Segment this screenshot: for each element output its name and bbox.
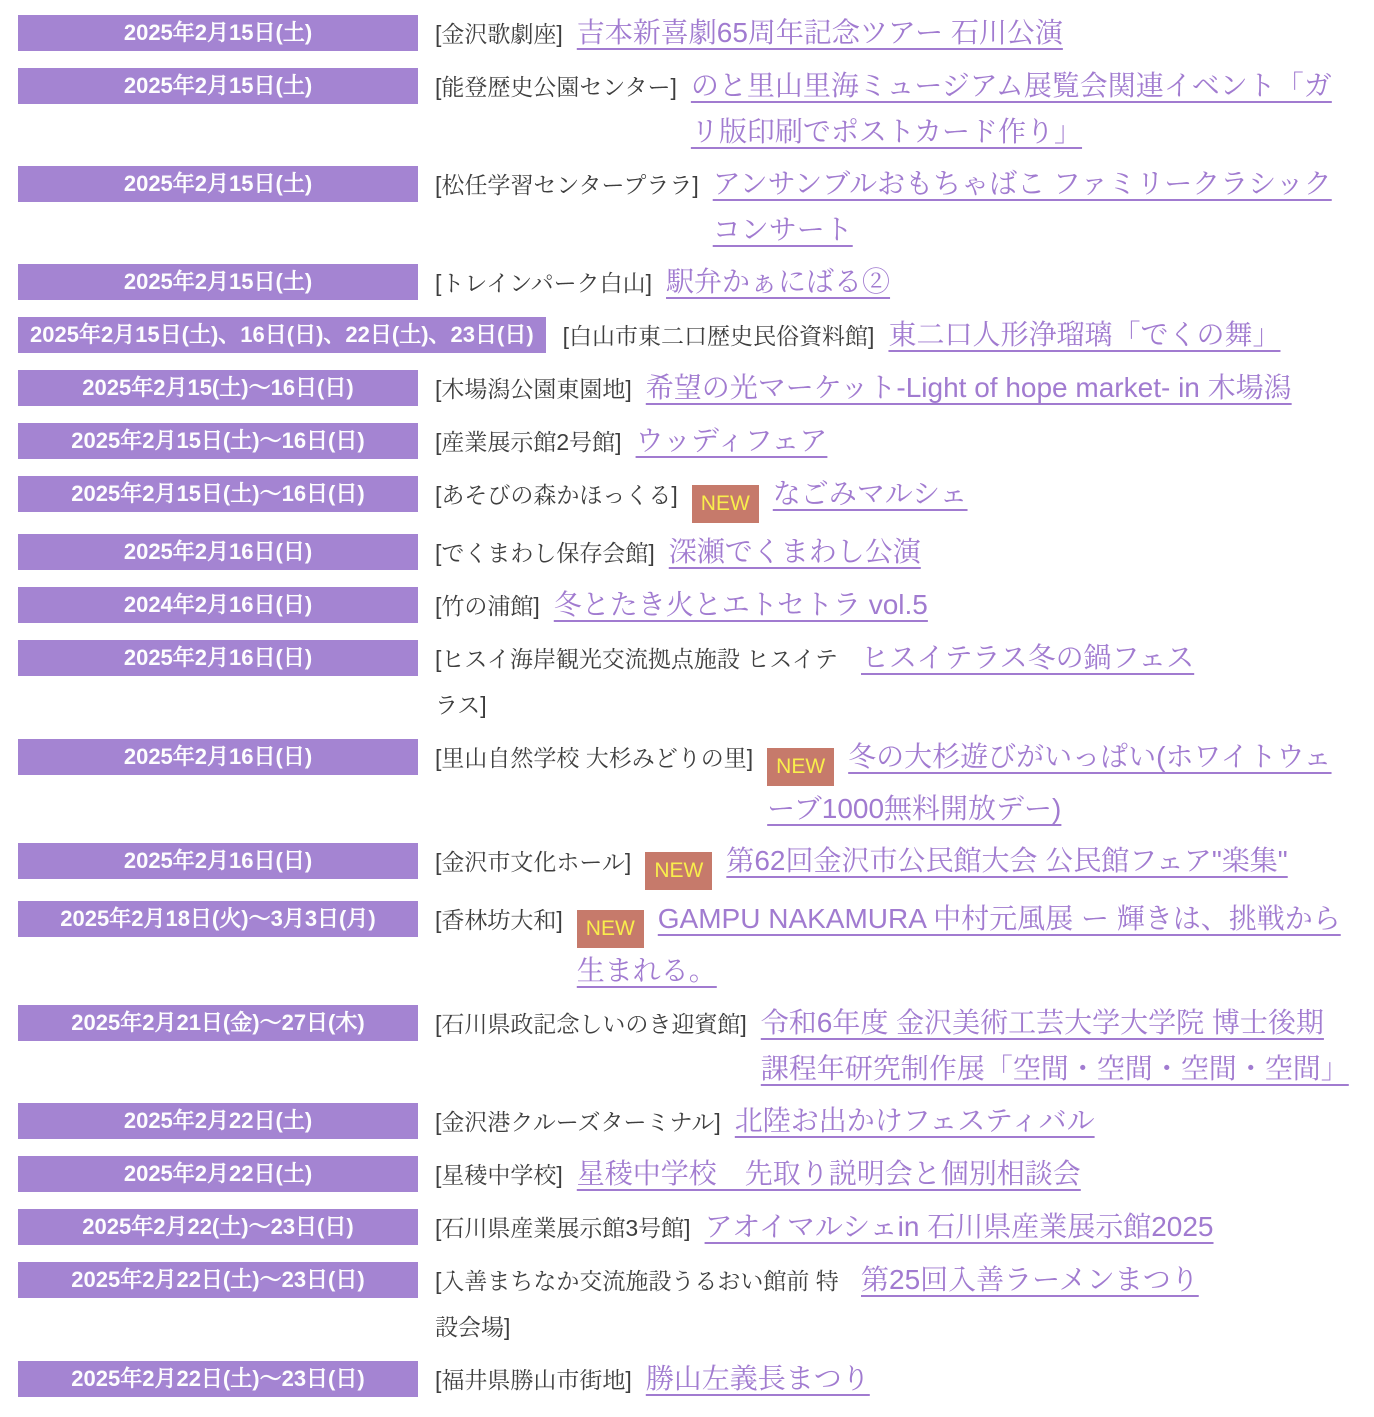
event-row-content: [435, 63, 1346, 155]
event-link-block: [735, 1098, 1346, 1144]
event-venue: [星稜中学校]: [435, 1162, 563, 1188]
event-link[interactable]: 吉本新喜劇65周年記念ツアー 石川公演: [576, 17, 1063, 48]
event-date-badge: 2025年2月15日(土): [18, 68, 418, 104]
new-badge: NEW: [577, 910, 644, 948]
event-row: [18, 418, 1346, 465]
event-link-block: [692, 471, 1346, 523]
event-row-content: [435, 1000, 1349, 1092]
event-venue: [石川県政記念しいのき迎賓館]: [435, 1011, 747, 1037]
event-venue: [木場潟公園東園地]: [435, 376, 632, 402]
event-row-content: [435, 418, 1346, 465]
event-row-content: [435, 529, 1346, 576]
event-row: [18, 582, 1346, 629]
event-link[interactable]: 東二口人形浄瑠璃「でくの舞」: [888, 319, 1281, 350]
event-link-block: [760, 1000, 1349, 1092]
event-link-block: [554, 582, 1346, 628]
event-link[interactable]: 希望の光マーケット-Light of hope market- in 木場潟: [645, 372, 1292, 403]
event-link-block: [646, 365, 1346, 411]
event-venue: [里山自然学校 大杉みどりの里]: [435, 745, 754, 771]
event-link[interactable]: のと里山里海ミュージアム展覧会関連イベント「ガリ版印刷でポストカード作り」: [690, 70, 1332, 147]
event-row: [18, 1356, 1346, 1403]
event-date-badge: 2025年2月15日(土)〜16日(日): [18, 476, 418, 512]
event-date-badge: 2025年2月22(土)〜23日(日): [18, 1209, 418, 1245]
event-link-block: [713, 161, 1346, 253]
event-link[interactable]: 冬とたき火とエトセトラ vol.5: [553, 589, 928, 620]
event-row-content: [435, 838, 1346, 890]
event-link[interactable]: GAMPU NAKAMURA 中村元風展 ー 輝きは、挑戦から生まれる。: [576, 903, 1341, 986]
event-link[interactable]: 北陸お出かけフェスティバル: [734, 1105, 1095, 1136]
event-row-content: [435, 10, 1346, 57]
event-link[interactable]: 第25回入善ラーメンまつり: [861, 1264, 1199, 1295]
event-venue: [金沢市文化ホール]: [435, 849, 632, 875]
event-row: [18, 1000, 1349, 1092]
event-venue: [福井県勝山市街地]: [435, 1367, 632, 1393]
event-row: [18, 635, 1346, 728]
event-link[interactable]: アンサンブルおもちゃばこ ファミリークラシックコンサート: [712, 168, 1332, 245]
event-row-content: [435, 1356, 1346, 1403]
event-link-block: [767, 734, 1346, 832]
event-date-badge: 2025年2月15日(土): [18, 166, 418, 202]
event-date-badge: 2025年2月15(土)〜16日(日): [18, 370, 418, 406]
event-link[interactable]: 第62回金沢市公民館大会 公民館フェア"楽集": [726, 845, 1288, 876]
event-link[interactable]: ウッディフェア: [635, 425, 828, 456]
event-date-badge: 2025年2月21日(金)〜27日(木): [18, 1005, 418, 1041]
event-date-badge: 2025年2月18日(火)〜3月3日(月): [18, 901, 418, 937]
event-link-block: [861, 635, 1346, 681]
event-link-block: [666, 259, 1346, 305]
event-row-content: [435, 259, 1346, 306]
event-row-content: [435, 1098, 1346, 1145]
event-row: [18, 1204, 1346, 1251]
event-row: [18, 10, 1346, 57]
event-link[interactable]: 勝山左義長まつり: [645, 1363, 870, 1394]
event-date-badge: 2025年2月15日(土)〜16日(日): [18, 423, 418, 459]
event-venue: [トレインパーク白山]: [435, 270, 653, 296]
event-link[interactable]: 駅弁かぁにばる②: [666, 266, 891, 297]
event-venue: [能登歴史公園センター]: [435, 74, 677, 100]
event-row-content: [435, 734, 1346, 832]
event-row-content: [435, 1257, 1346, 1350]
event-row: [18, 63, 1346, 155]
event-row: [18, 161, 1346, 253]
event-venue: [でくまわし保存会館]: [435, 540, 655, 566]
event-row: [18, 838, 1346, 890]
event-date-badge: 2025年2月16日(日): [18, 739, 418, 775]
event-link[interactable]: 星稜中学校 先取り説明会と個別相談会: [576, 1158, 1081, 1189]
event-row: [18, 1098, 1346, 1145]
event-venue: [竹の浦館]: [435, 593, 540, 619]
event-link-block: [577, 896, 1346, 994]
new-badge: NEW: [645, 852, 712, 890]
event-link-block: [691, 63, 1346, 155]
event-row: [18, 896, 1346, 994]
event-link[interactable]: ヒスイテラス冬の鍋フェス: [861, 642, 1195, 673]
event-row: [18, 1151, 1346, 1198]
event-link[interactable]: アオイマルシェin 石川県産業展示館2025: [704, 1211, 1214, 1242]
event-list: [18, 10, 1349, 1403]
event-venue: [金沢港クルーズターミナル]: [435, 1109, 721, 1135]
event-date-badge: 2025年2月22日(土)〜23日(日): [18, 1361, 418, 1397]
event-row-content: [435, 365, 1346, 412]
event-venue: [産業展示館2号館]: [435, 429, 622, 455]
event-link-block: [577, 10, 1346, 56]
new-badge: NEW: [767, 748, 834, 786]
event-row: [18, 259, 1346, 306]
event-date-badge: 2025年2月15日(土): [18, 264, 418, 300]
event-link-block: [888, 312, 1346, 358]
event-date-badge: 2025年2月15日(土)、16日(日)、22日(土)、23日(日): [18, 317, 546, 353]
event-link[interactable]: 冬の大杉遊びがいっぱい(ホワイトウェーブ1000無料開放デー): [767, 741, 1332, 824]
event-row-content: [435, 1204, 1346, 1251]
event-link[interactable]: なごみマルシェ: [772, 478, 968, 509]
event-link-block: [646, 1356, 1346, 1402]
event-row: [18, 312, 1346, 359]
event-row-content: [435, 582, 1346, 629]
event-venue: [入善まちなか交流施設うるおい館前 特設会場]: [435, 1268, 839, 1340]
event-row-content: [435, 1151, 1346, 1198]
event-row: [18, 365, 1346, 412]
event-date-badge: 2025年2月22日(土)〜23日(日): [18, 1262, 418, 1298]
event-row-content: [435, 161, 1346, 253]
event-row: [18, 529, 1346, 576]
event-row: [18, 1257, 1346, 1350]
event-row: [18, 471, 1346, 523]
event-date-badge: 2025年2月15日(土): [18, 15, 418, 51]
event-row-content: [435, 635, 1346, 728]
event-date-badge: 2025年2月22日(土): [18, 1156, 418, 1192]
event-link-block: [705, 1204, 1346, 1250]
event-row-content: [435, 896, 1346, 994]
event-date-badge: 2025年2月16日(日): [18, 640, 418, 676]
event-date-badge: 2025年2月16日(日): [18, 843, 418, 879]
event-venue: [石川県産業展示館3号館]: [435, 1215, 691, 1241]
event-date-badge: 2024年2月16日(日): [18, 587, 418, 623]
event-link-block: [669, 529, 1346, 575]
event-link-block: [645, 838, 1346, 890]
event-venue: [白山市東二口歴史民俗資料館]: [562, 323, 875, 349]
event-link-block: [577, 1151, 1346, 1197]
event-row: [18, 734, 1346, 832]
event-row-content: [435, 471, 1346, 523]
event-date-badge: 2025年2月22日(土): [18, 1103, 418, 1139]
new-badge: NEW: [692, 485, 759, 523]
event-link[interactable]: 深瀬でくまわし公演: [668, 536, 921, 567]
event-link[interactable]: 令和6年度 金沢美術工芸大学大学院 博士後期課程年研究制作展「空間・空間・空間・空間」: [760, 1007, 1349, 1084]
event-date-badge: 2025年2月16日(日): [18, 534, 418, 570]
event-venue: [金沢歌劇座]: [435, 21, 563, 47]
event-link-block: [861, 1257, 1346, 1303]
event-venue: [松任学習センタープララ]: [435, 172, 699, 198]
event-venue: [あそびの森かほっくる]: [435, 482, 678, 508]
event-venue: [香林坊大和]: [435, 907, 563, 933]
event-link-block: [636, 418, 1346, 464]
event-venue: [ヒスイ海岸観光交流拠点施設 ヒスイテラス]: [435, 646, 838, 718]
event-row-content: [563, 312, 1346, 359]
